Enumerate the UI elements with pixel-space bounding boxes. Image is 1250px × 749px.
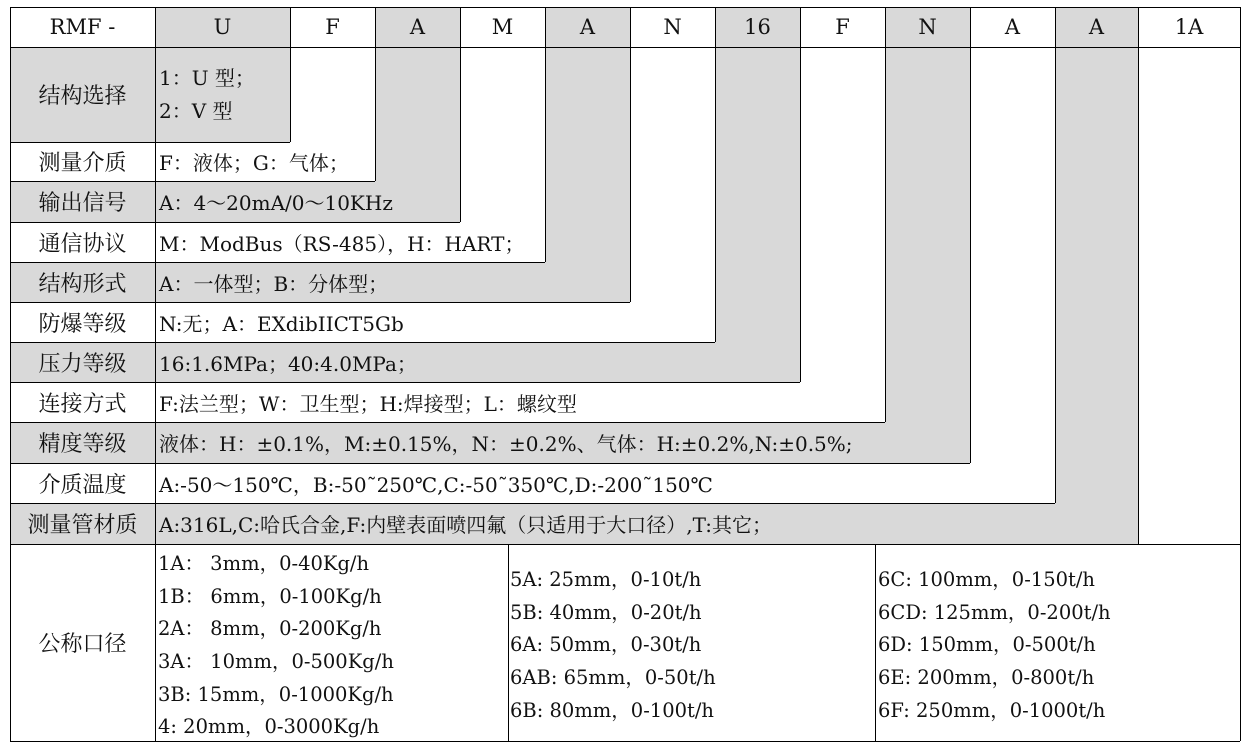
row-options <box>155 463 1055 503</box>
row-options <box>155 262 630 302</box>
grid-line <box>10 342 715 343</box>
row-options <box>155 222 545 262</box>
code-letter: 1A <box>1174 15 1204 39</box>
grid-line <box>10 7 11 741</box>
row-options <box>155 342 800 382</box>
code-letter: F <box>325 15 340 39</box>
code-letter: A <box>1004 15 1021 39</box>
grid-line <box>10 222 460 223</box>
code-letter: N <box>663 15 682 39</box>
grid-line <box>1055 7 1056 503</box>
code-column-fill <box>800 7 885 422</box>
grid-line <box>375 7 376 181</box>
grid-line <box>10 7 1240 8</box>
nominal-item: 6C: 100mm，0-150t/h <box>878 568 1095 591</box>
grid-line <box>10 262 545 263</box>
row-label: 测量管材质 <box>10 503 155 544</box>
nominal-item: 3B: 15mm，0-1000Kg/h <box>158 682 394 706</box>
row-label: 防爆等级 <box>10 302 155 342</box>
row-options <box>155 302 715 342</box>
nominal-column <box>878 564 1111 745</box>
nominal-item: 2A： 8mm，0-200Kg/h <box>158 617 382 641</box>
option-text: 2：V 型 <box>159 98 233 123</box>
row-options <box>155 422 970 463</box>
row-options <box>155 382 885 422</box>
grid-line <box>155 7 156 741</box>
row-options <box>155 181 460 222</box>
option-text: F:法兰型；W：卫生型；H:焊接型；L：螺纹型 <box>159 391 577 416</box>
row-label: 通信协议 <box>10 222 155 262</box>
row-label: 测量介质 <box>10 142 155 181</box>
nominal-column <box>158 548 394 745</box>
code-letter: F <box>835 15 850 39</box>
code-prefix: RMF - <box>10 7 155 47</box>
code-column-fill <box>630 7 715 342</box>
grid-line <box>10 47 1240 48</box>
nominal-item: 5B: 40mm，0-20t/h <box>510 600 702 624</box>
option-text: 1：U 型； <box>159 65 255 90</box>
grid-line <box>10 544 1240 545</box>
nominal-item: 6CD: 125mm，0-200t/h <box>878 600 1111 624</box>
code-letter: 16 <box>744 15 771 39</box>
grid-line <box>10 741 1240 742</box>
nominal-item: 6B: 80mm，0-100t/h <box>510 698 714 722</box>
grid-line <box>885 7 886 422</box>
grid-line <box>715 7 716 342</box>
row-label: 介质温度 <box>10 463 155 503</box>
grid-line <box>10 302 630 303</box>
row-options <box>155 47 290 142</box>
nominal-item: 6D: 150mm，0-500t/h <box>878 633 1096 657</box>
nominal-item: 1B： 6mm，0-100Kg/h <box>158 584 382 608</box>
option-text: F：液体；G：气体； <box>159 151 349 175</box>
code-letter: M <box>491 15 514 39</box>
nominal-item: 4: 20mm，0-3000Kg/h <box>158 715 380 739</box>
code-column-fill <box>970 7 1055 503</box>
option-text: N:无；A：EXdibIICT5Gb <box>159 311 404 336</box>
code-column-fill <box>1055 7 1138 544</box>
code-letter: U <box>213 15 232 39</box>
code-column-fill <box>885 7 970 463</box>
grid-line <box>1138 7 1139 544</box>
row-options <box>155 142 375 181</box>
row-label: 压力等级 <box>10 342 155 382</box>
nominal-item: 1A： 3mm，0-40Kg/h <box>158 552 370 575</box>
grid-line <box>10 422 885 423</box>
nominal-column <box>510 564 716 745</box>
code-column-fill <box>715 7 800 382</box>
nominal-item: 6E: 200mm，0-800t/h <box>878 666 1095 690</box>
option-text: M：ModBus（RS-485），H：HART； <box>159 231 525 256</box>
grid-line <box>10 503 1055 504</box>
row-label: 结构形式 <box>10 262 155 302</box>
grid-line <box>800 7 801 382</box>
grid-line <box>508 544 509 741</box>
grid-line <box>875 544 876 741</box>
code-letter: A <box>1088 15 1105 39</box>
row-label: 连接方式 <box>10 382 155 422</box>
row-label: 结构选择 <box>10 47 155 142</box>
grid-line <box>10 382 800 383</box>
option-text: 液体：H：±0.1%，M:±0.15%，N：±0.2%、气体：H:±0.2%,N:±0.5%; <box>159 432 853 456</box>
option-text: A:316L,C:哈氏合金,F:内壁表面喷四氟（只适用于大口径）,T:其它； <box>159 513 773 537</box>
grid-line <box>290 7 291 142</box>
option-text: A：一体型；B：分体型； <box>159 271 389 296</box>
code-column-fill <box>545 7 630 302</box>
option-text: A:-50～150℃，B:-50˜250℃,C:-50˜350℃,D:-200˜150℃ <box>159 472 713 497</box>
grid-line <box>10 463 970 464</box>
nominal-item: 3A： 10mm，0-500Kg/h <box>158 650 394 674</box>
code-letter: A <box>579 15 596 39</box>
option-text: 16:1.6MPa；40:4.0MPa； <box>159 351 417 376</box>
code-column-fill <box>1138 7 1240 544</box>
code-letter: A <box>409 15 426 39</box>
nominal-item: 6F: 250mm，0-1000t/h <box>878 698 1106 722</box>
option-text: A：4～20mA/0～10KHz <box>159 191 393 215</box>
code-letter: N <box>918 15 937 39</box>
row-label: 精度等级 <box>10 422 155 463</box>
nominal-label: 公称口径 <box>10 544 155 741</box>
nominal-item: 6AB: 65mm，0-50t/h <box>510 666 716 690</box>
nominal-item: 6A: 50mm，0-30t/h <box>510 633 702 657</box>
grid-line <box>630 7 631 302</box>
nominal-item: 5A: 25mm，0-10t/h <box>510 568 702 591</box>
grid-line <box>10 181 375 182</box>
row-options <box>155 503 1138 544</box>
grid-line <box>545 7 546 262</box>
grid-line <box>10 142 290 143</box>
grid-line <box>460 7 461 222</box>
row-label: 输出信号 <box>10 181 155 222</box>
grid-line <box>1240 7 1241 741</box>
grid-line <box>970 7 971 463</box>
